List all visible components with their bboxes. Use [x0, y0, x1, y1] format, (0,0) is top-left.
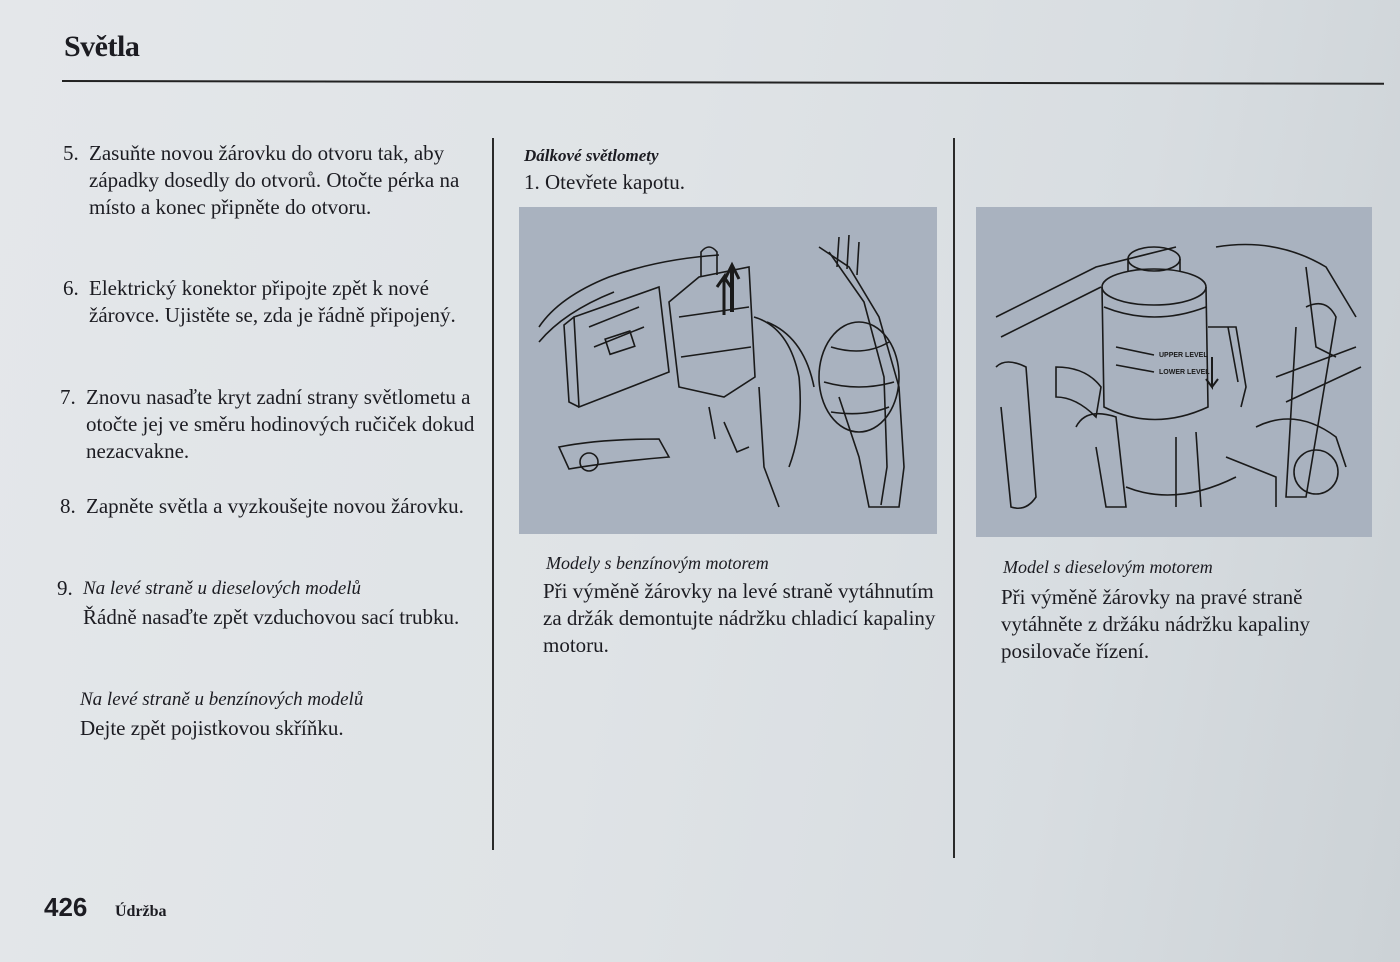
step-9	[57, 575, 477, 631]
step-text: Znovu nasaďte kryt zadní strany světlometu a otočte jej ve směru hodinových ručiček dokud nezacvakne.	[86, 385, 475, 463]
step-number: 5.	[63, 141, 79, 165]
step-5	[63, 140, 483, 221]
step-8	[60, 493, 480, 520]
petrol-note	[80, 686, 480, 742]
diesel-caption-title: Model s dieselovým motorem	[1003, 557, 1213, 577]
petrol-note-text: Dejte zpět pojistkovou skříňku.	[80, 716, 344, 740]
page-number: 426	[44, 892, 88, 922]
upper-level-label: UPPER LEVEL	[1159, 352, 1208, 359]
petrol-caption-title: Modely s benzínovým motorem	[546, 553, 769, 573]
petrol-caption-text: Při výměně žárovky na levé straně vytáhnutím za držák demontujte nádržku chladicí kapaliny motoru.	[543, 579, 936, 657]
high-beam-heading: Dálkové světlomety	[524, 146, 659, 165]
column-divider	[953, 138, 955, 858]
step-text: Elektrický konektor připojte zpět k nové žárovce. Ujistěte se, zda je řádně připojený.	[89, 276, 456, 327]
diesel-engine-illustration	[976, 207, 1372, 537]
step-number: 7.	[60, 385, 76, 409]
step-7	[60, 384, 480, 465]
step-number: 9.	[57, 576, 73, 600]
petrol-note-subheading: Na levé straně u benzínových modelů	[80, 689, 364, 710]
footer-section-label: Údržba	[115, 903, 167, 920]
step-text: Řádně nasaďte zpět vzduchovou sací trubku.	[83, 605, 460, 629]
lower-level-label: LOWER LEVEL	[1159, 369, 1210, 376]
diesel-caption-text: Při výměně žárovky na pravé straně vytáhněte z držáku nádržku kapaliny posilovače řízení.	[1001, 585, 1311, 663]
step-9-subheading: Na levé straně u dieselových modelů	[83, 578, 362, 599]
step-number: 8.	[60, 494, 76, 518]
column-divider	[492, 138, 494, 850]
step-text: Zapněte světla a vyzkoušejte novou žárovku.	[86, 494, 464, 518]
step-number: 6.	[63, 276, 79, 300]
step-text: Zasuňte novou žárovku do otvoru tak, aby západky dosedly do otvorů. Otočte pérka na místo a konec připněte do otvoru.	[89, 141, 460, 219]
step-6	[63, 275, 483, 329]
title-rule	[62, 80, 1384, 85]
page-title: Světla	[64, 30, 140, 63]
petrol-engine-illustration	[519, 207, 937, 534]
open-hood-step: 1. Otevřete kapotu.	[524, 170, 685, 194]
